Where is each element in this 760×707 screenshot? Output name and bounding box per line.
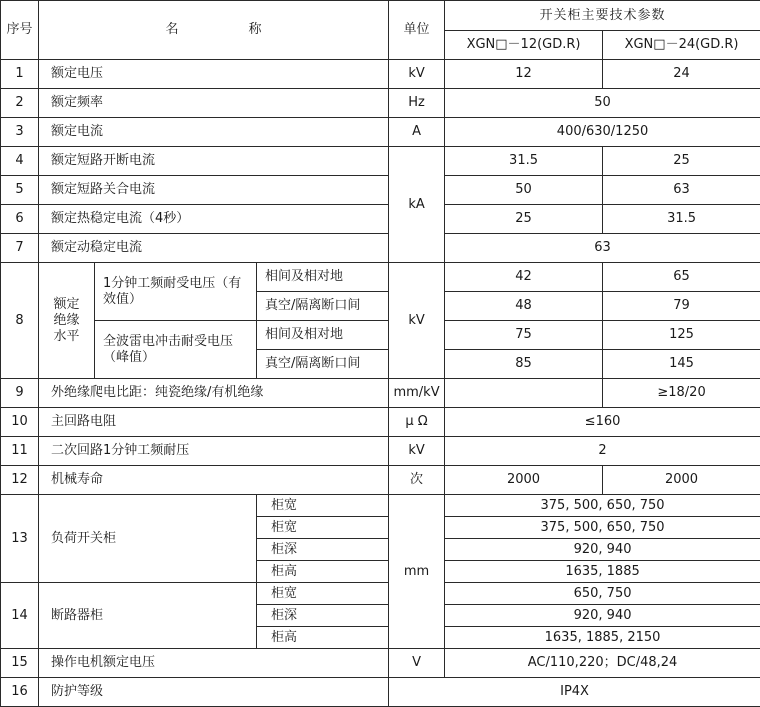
header-unit: 单位 — [389, 1, 445, 60]
row-name: 额定动稳定电流 — [39, 234, 389, 263]
value-24: 63 — [603, 176, 760, 205]
value-shared: 63 — [445, 234, 760, 263]
value-shared: 50 — [445, 89, 760, 118]
insulation-row — [1, 263, 760, 292]
table-row — [1, 437, 760, 466]
power-freq-label: 1分钟工频耐受电压（有效值） — [95, 263, 257, 321]
value-12: 75 — [445, 321, 603, 350]
row-unit: μ Ω — [389, 408, 445, 437]
dim-value: 375, 500, 650, 750 — [445, 517, 760, 539]
row-unit-ka: kA — [389, 147, 445, 263]
insulation-label: 额定绝缘水平 — [39, 263, 95, 379]
header-model-12: XGN□－12(GD.R) — [445, 31, 603, 60]
value-24: ≥18/20 — [603, 379, 760, 408]
value-12: 31.5 — [445, 147, 603, 176]
row-no: 4 — [1, 147, 39, 176]
value-shared: IP4X — [389, 678, 760, 707]
value-shared: 2 — [445, 437, 760, 466]
value-12: 25 — [445, 205, 603, 234]
row-name: 外绝缘爬电比距：纯瓷绝缘/有机绝缘 — [39, 379, 389, 408]
dim-value: 375, 500, 650, 750 — [445, 495, 760, 517]
value-shared: AC/110,220；DC/48,24 — [445, 649, 760, 678]
value-12: 48 — [445, 292, 603, 321]
row-no: 1 — [1, 60, 39, 89]
row-no: 2 — [1, 89, 39, 118]
dim-label: 柜深 — [257, 539, 389, 561]
value-12: 12 — [445, 60, 603, 89]
row-name: 机械寿命 — [39, 466, 389, 495]
value-12: 50 — [445, 176, 603, 205]
row-no: 12 — [1, 466, 39, 495]
row-unit: A — [389, 118, 445, 147]
row-name: 主回路电阻 — [39, 408, 389, 437]
row-unit: kV — [389, 437, 445, 466]
table-row — [1, 649, 760, 678]
row-no: 11 — [1, 437, 39, 466]
cabinet-name: 负荷开关柜 — [39, 495, 257, 583]
table-row — [1, 466, 760, 495]
row-no: 9 — [1, 379, 39, 408]
row-name: 防护等级 — [39, 678, 389, 707]
insulation-row — [1, 321, 760, 350]
dim-value: 920, 940 — [445, 539, 760, 561]
row-name: 额定频率 — [39, 89, 389, 118]
row-no: 16 — [1, 678, 39, 707]
gap-label: 真空/隔离断口间 — [257, 350, 389, 379]
row-no: 8 — [1, 263, 39, 379]
header-row-1 — [1, 1, 760, 31]
header-seq: 序号 — [1, 1, 39, 60]
value-24: 79 — [603, 292, 760, 321]
dim-label: 柜宽 — [257, 583, 389, 605]
gap-label: 真空/隔离断口间 — [257, 292, 389, 321]
value-24: 65 — [603, 263, 760, 292]
header-model-24: XGN□－24(GD.R) — [603, 31, 760, 60]
row-no: 10 — [1, 408, 39, 437]
row-unit: V — [389, 649, 445, 678]
table-row — [1, 176, 760, 205]
table-row — [1, 60, 760, 89]
table-row — [1, 147, 760, 176]
dim-label: 柜宽 — [257, 517, 389, 539]
header-params: 开关柜主要技术参数 — [445, 1, 760, 31]
row-name: 额定电流 — [39, 118, 389, 147]
row-name: 额定电压 — [39, 60, 389, 89]
dim-label: 柜宽 — [257, 495, 389, 517]
row-no: 7 — [1, 234, 39, 263]
row-unit: mm/kV — [389, 379, 445, 408]
row-unit: kV — [389, 60, 445, 89]
table-row — [1, 408, 760, 437]
table-row — [1, 89, 760, 118]
header-name — [39, 1, 389, 60]
table-row — [1, 205, 760, 234]
row-unit: kV — [389, 263, 445, 379]
table-row — [1, 234, 760, 263]
cabinet-row — [1, 495, 760, 517]
value-12 — [445, 379, 603, 408]
row-no: 6 — [1, 205, 39, 234]
row-name: 操作电机额定电压 — [39, 649, 389, 678]
value-12: 85 — [445, 350, 603, 379]
value-24: 24 — [603, 60, 760, 89]
value-shared: ≤160 — [445, 408, 760, 437]
header-name-left: 名 — [166, 22, 179, 38]
table-row — [1, 379, 760, 408]
cabinet-name: 断路器柜 — [39, 583, 257, 649]
dim-label: 柜高 — [257, 627, 389, 649]
row-unit: mm — [389, 495, 445, 649]
dim-value: 1635, 1885, 2150 — [445, 627, 760, 649]
value-24: 25 — [603, 147, 760, 176]
dim-value: 650, 750 — [445, 583, 760, 605]
table-row — [1, 678, 760, 707]
row-no: 13 — [1, 495, 39, 583]
phase-label: 相间及相对地 — [257, 263, 389, 292]
value-24: 2000 — [603, 466, 760, 495]
row-name: 二次回路1分钟工频耐压 — [39, 437, 389, 466]
value-shared: 400/630/1250 — [445, 118, 760, 147]
value-24: 145 — [603, 350, 760, 379]
row-no: 5 — [1, 176, 39, 205]
row-no: 15 — [1, 649, 39, 678]
row-name: 额定短路开断电流 — [39, 147, 389, 176]
row-unit: 次 — [389, 466, 445, 495]
lightning-label: 全波雷电冲击耐受电压（峰值） — [95, 321, 257, 379]
header-name-right: 称 — [249, 22, 262, 38]
row-no: 3 — [1, 118, 39, 147]
row-unit: Hz — [389, 89, 445, 118]
phase-label: 相间及相对地 — [257, 321, 389, 350]
dim-label: 柜深 — [257, 605, 389, 627]
value-24: 31.5 — [603, 205, 760, 234]
cabinet-row — [1, 583, 760, 605]
value-24: 125 — [603, 321, 760, 350]
row-no: 14 — [1, 583, 39, 649]
dim-label: 柜高 — [257, 561, 389, 583]
table-row — [1, 118, 760, 147]
row-name: 额定短路关合电流 — [39, 176, 389, 205]
value-12: 2000 — [445, 466, 603, 495]
value-12: 42 — [445, 263, 603, 292]
dim-value: 920, 940 — [445, 605, 760, 627]
dim-value: 1635, 1885 — [445, 561, 760, 583]
row-name: 额定热稳定电流（4秒） — [39, 205, 389, 234]
